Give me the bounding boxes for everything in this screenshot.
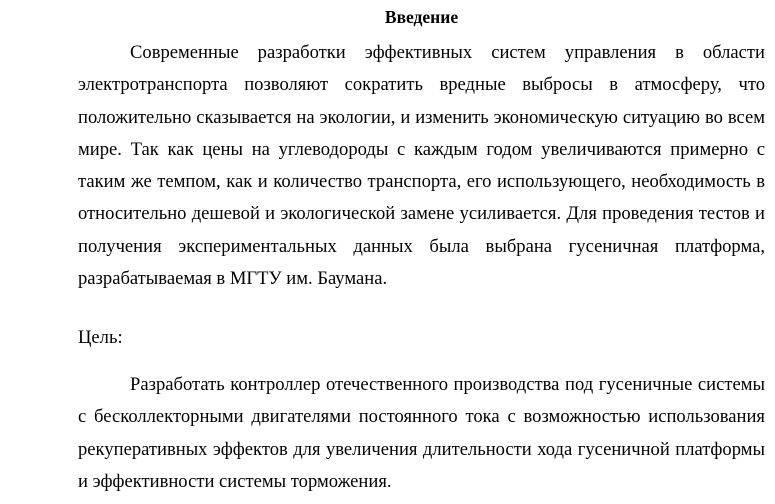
intro-paragraph: Современные разработки эффективных систем управления в области электротранспорта позволяют сократить вредные выбросы в атмосферу, что положительно сказывается на экологии, и изменить экономическую ситуацию во всем мире. Так как цены на углеводороды с каждым годом увеличиваются примерно с таким же темпом, как и количество транспорта, его использующего, необходимость в относительно дешевой и экологической замене усиливается. Для проведения тестов и получения экспериментальных данных была выбрана гусеничная платформа, разрабатываемая в МГТУ им. Баумана. bbox=[78, 42, 765, 290]
goal-label: Цель: bbox=[78, 327, 123, 348]
goal-paragraph: Разработать контроллер отечественного производства под гусеничные системы с бесколлекторными двигателями постоянного тока с возможностью использования рекуперативных эффектов для увеличения длительности хода гусеничной платформы и эффективности системы торможения. bbox=[78, 374, 765, 492]
document-title: Введение bbox=[384, 7, 459, 27]
